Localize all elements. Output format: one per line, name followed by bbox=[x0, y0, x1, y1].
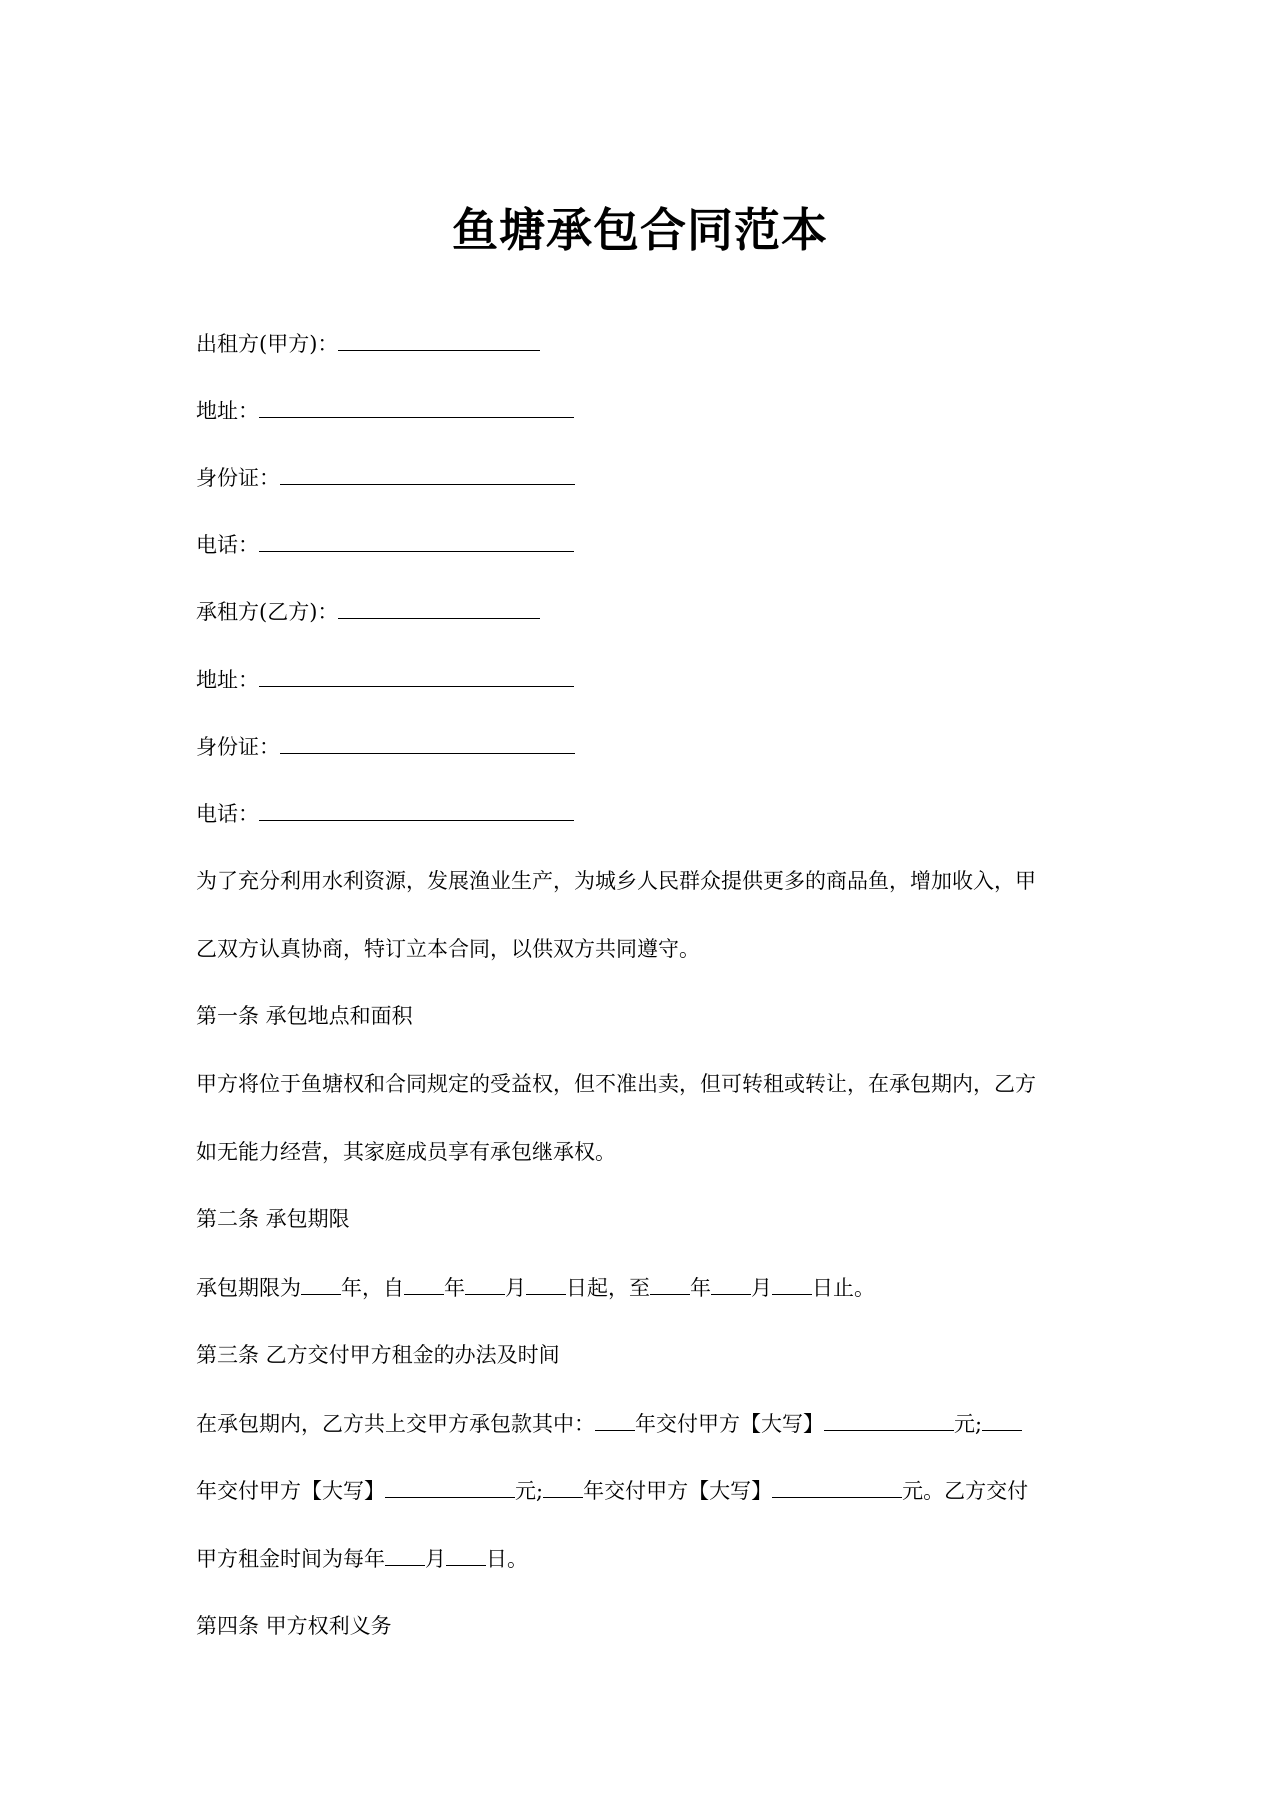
payment-text-4: 年交付甲方【大写】 bbox=[196, 1479, 385, 1503]
payment-month-blank bbox=[385, 1543, 425, 1566]
payment-text-5: 元; bbox=[515, 1479, 544, 1503]
lessee-address-blank bbox=[259, 664, 574, 687]
payment-text-2: 年交付甲方【大写】 bbox=[635, 1412, 824, 1436]
lessor-id-field bbox=[196, 462, 575, 493]
term-text-3: 年 bbox=[444, 1276, 465, 1300]
document-title: 鱼塘承包合同范本 bbox=[452, 203, 828, 257]
term-text-7: 月 bbox=[751, 1276, 772, 1300]
term-text-2: 年，自 bbox=[341, 1276, 404, 1300]
payment-year-1-blank bbox=[595, 1408, 635, 1431]
term-years-blank bbox=[301, 1272, 341, 1295]
lessor-id-label: 身份证： bbox=[196, 466, 280, 490]
payment-text-7: 元。乙方交付 bbox=[902, 1479, 1029, 1503]
term-text-8: 日止。 bbox=[812, 1276, 875, 1300]
term-text-6: 年 bbox=[690, 1276, 711, 1300]
start-day-blank bbox=[526, 1272, 566, 1295]
lessor-phone-label: 电话： bbox=[196, 533, 259, 557]
article-2-title: 第二条 承包期限 bbox=[196, 1207, 350, 1231]
start-month-blank bbox=[465, 1272, 505, 1295]
term-text-5: 日起，至 bbox=[566, 1276, 650, 1300]
article-3-title: 第三条 乙方交付甲方租金的办法及时间 bbox=[196, 1343, 560, 1367]
payment-amount-3-blank bbox=[772, 1475, 902, 1498]
article-3-line-1 bbox=[196, 1408, 1022, 1439]
article-1-line-1: 甲方将位于鱼塘权和合同规定的受益权，但不准出卖，但可转租或转让，在承包期内，乙方 bbox=[196, 1072, 1036, 1096]
lessee-phone-field bbox=[196, 798, 574, 829]
term-text-4: 月 bbox=[505, 1276, 526, 1300]
lessee-address-label: 地址： bbox=[196, 668, 259, 692]
intro-line-1: 为了充分利用水利资源，发展渔业生产，为城乡人民群众提供更多的商品鱼，增加收入，甲 bbox=[196, 869, 1036, 893]
lessee-field bbox=[196, 596, 540, 627]
end-month-blank bbox=[711, 1272, 751, 1295]
payment-time-text-3: 日。 bbox=[486, 1547, 528, 1571]
lessee-address-field bbox=[196, 664, 574, 695]
lessee-id-field bbox=[196, 731, 575, 762]
lessee-phone-label: 电话： bbox=[196, 802, 259, 826]
lessor-address-blank bbox=[259, 395, 574, 418]
lessor-label: 出租方(甲方)： bbox=[196, 332, 339, 356]
payment-text-3: 元; bbox=[954, 1412, 983, 1436]
lessee-label: 承租方(乙方)： bbox=[196, 600, 339, 624]
lessor-address-label: 地址： bbox=[196, 399, 259, 423]
payment-text-1: 在承包期内，乙方共上交甲方承包款其中： bbox=[196, 1412, 595, 1436]
article-2-term-line bbox=[196, 1272, 875, 1303]
lessee-id-label: 身份证： bbox=[196, 735, 280, 759]
lessee-id-blank bbox=[280, 731, 575, 754]
article-4-title: 第四条 甲方权利义务 bbox=[196, 1614, 392, 1638]
end-year-blank bbox=[650, 1272, 690, 1295]
payment-time-text-1: 甲方租金时间为每年 bbox=[196, 1547, 385, 1571]
payment-text-6: 年交付甲方【大写】 bbox=[583, 1479, 773, 1503]
lessor-phone-field bbox=[196, 529, 574, 560]
lessor-phone-blank bbox=[259, 529, 574, 552]
lessee-blank bbox=[338, 596, 540, 619]
lessee-phone-blank bbox=[259, 798, 574, 821]
intro-line-2: 乙双方认真协商，特订立本合同，以供双方共同遵守。 bbox=[196, 937, 700, 961]
payment-day-blank bbox=[446, 1543, 486, 1566]
term-text-1: 承包期限为 bbox=[196, 1276, 301, 1300]
article-3-line-2 bbox=[196, 1475, 1028, 1506]
lessor-field bbox=[196, 328, 540, 359]
payment-year-2-blank bbox=[982, 1408, 1022, 1431]
lessor-blank bbox=[338, 328, 540, 351]
article-3-line-3 bbox=[196, 1543, 528, 1574]
lessor-address-field bbox=[196, 395, 574, 426]
article-1-title: 第一条 承包地点和面积 bbox=[196, 1004, 413, 1028]
start-year-blank bbox=[404, 1272, 444, 1295]
payment-amount-2-blank bbox=[385, 1475, 515, 1498]
article-1-line-2: 如无能力经营，其家庭成员享有承包继承权。 bbox=[196, 1140, 616, 1164]
payment-year-3-blank bbox=[543, 1475, 583, 1498]
payment-time-text-2: 月 bbox=[425, 1547, 446, 1571]
end-day-blank bbox=[772, 1272, 812, 1295]
lessor-id-blank bbox=[280, 462, 575, 485]
payment-amount-1-blank bbox=[824, 1408, 954, 1431]
